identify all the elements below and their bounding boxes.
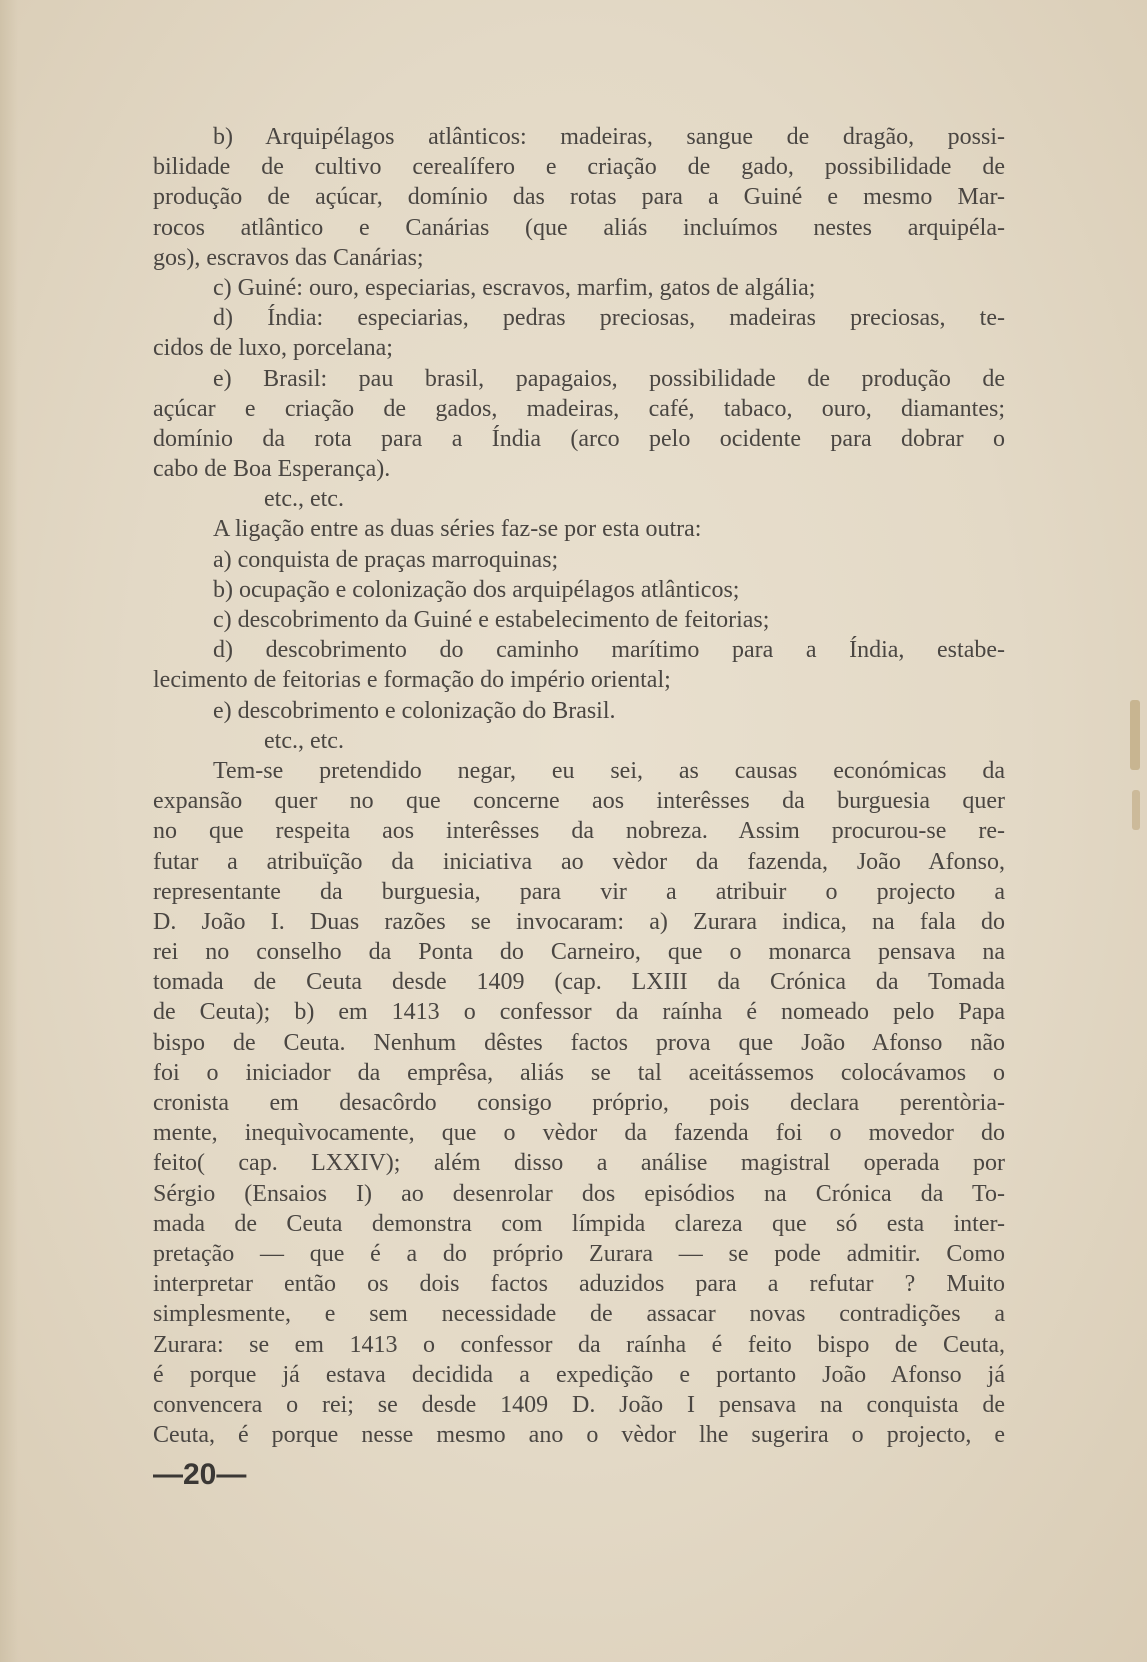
text-line: futar a atribuïção da iniciativa ao vèdor da fazenda, João Afonso, [153,848,1005,875]
text-line: expansão quer no que concerne aos interêsses da burguesia quer [153,788,1005,815]
text-line: c) descobrimento da Guiné e estabelecimento de feitorias; [213,607,770,633]
text-line: etc., etc. [264,727,344,754]
text-line: simplesmente, e sem necessidade de assacar novas contradições a [153,1301,1005,1328]
text-line: bispo de Ceuta. Nenhum dêstes factos prova que João Afonso não [153,1029,1005,1056]
text-line: tomada de Ceuta desde 1409 (cap. LXIII da Crónica da Tomada [153,969,1005,996]
page-edge-shadow [0,0,18,1662]
text-line: e) descobrimento e colonização do Brasil. [213,697,616,724]
text-line: açúcar e criação de gados, madeiras, café, tabaco, ouro, diamantes; [153,395,1005,422]
text-line: cidos de luxo, porcelana; [153,335,393,362]
text-line: lecimento de feitorias e formação do império oriental; [153,667,671,694]
text-line: cabo de Boa Esperança). [153,456,391,483]
text-line: b) ocupação e colonização dos arquipélagos atlânticos; [213,576,740,603]
text-line: produção de açúcar, domínio das rotas para a Guiné e mesmo Mar- [153,184,1005,211]
text-line: Zurara: se em 1413 o confessor da raínha é feito bispo de Ceuta, [153,1331,1005,1358]
text-line: no que respeita aos interêsses da nobreza. Assim procurou-se re- [153,818,1005,845]
text-line: e) Brasil: pau brasil, papagaios, possibilidade de produção de [213,365,1005,392]
text-line: mente, inequìvocamente, que o vèdor da fazenda foi o movedor do [153,1120,1005,1147]
text-line: pretação — que é a do próprio Zurara — se pode admitir. Como [153,1240,1005,1267]
text-line: Sérgio (Ensaios I) ao desenrolar dos episódios na Crónica da To- [153,1180,1005,1207]
text-line: cronista em desacôrdo consigo próprio, pois declara perentòria- [153,1090,1005,1116]
text-line: representante da burguesia, para vir a atribuir o projecto a [153,878,1005,905]
text-line: c) Guiné: ouro, especiarias, escravos, marfim, gatos de algália; [213,274,816,301]
text-line: d) descobrimento do caminho marítimo para a Índia, estabe- [213,637,1005,664]
text-line: domínio da rota para a Índia (arco pelo ocidente para dobrar o [153,425,1005,452]
text-line: gos), escravos das Canárias; [153,244,424,271]
text-line: b) Arquipélagos atlânticos: madeiras, sangue de dragão, possi- [213,124,1005,150]
text-line: Ceuta, é porque nesse mesmo ano o vèdor lhe sugerira o projecto, e [153,1422,1005,1449]
text-line: D. João I. Duas razões se invocaram: a) Zurara indica, na fala do [153,908,1005,935]
text-line: d) Índia: especiarias, pedras preciosas, madeiras preciosas, te- [213,305,1005,332]
text-line: mada de Ceuta demonstra com límpida clareza que só esta inter- [153,1210,1005,1237]
text-line: é porque já estava decidida a expedição e portanto João Afonso já [153,1361,1005,1388]
text-line: rocos atlântico e Canárias (que aliás incluímos nestes arquipéla- [153,214,1005,241]
text-line: bilidade de cultivo cerealífero e criação de gado, possibilidade de [153,154,1005,181]
text-line: feito( cap. LXXIV); além disso a análise magistral operada por [153,1150,1005,1177]
paper-stain [1132,790,1140,830]
body-text [153,122,1005,1450]
text-line: etc., etc. [264,486,344,513]
text-line: foi o iniciador da emprêsa, aliás se tal aceitássemos colocávamos o [153,1059,1005,1086]
page-number: —20— [153,1458,247,1491]
text-line: Tem-se pretendido negar, eu sei, as causas económicas da [213,757,1005,784]
text-line: convencera o rei; se desde 1409 D. João I pensava na conquista de [153,1391,1005,1418]
paper-stain [1130,700,1140,770]
text-line: a) conquista de praças marroquinas; [213,546,559,573]
text-line: rei no conselho da Ponta do Carneiro, que o monarca pensava na [153,939,1005,966]
text-line: interpretar então os dois factos aduzidos para a refutar ? Muito [153,1271,1005,1298]
text-line: de Ceuta); b) em 1413 o confessor da raínha é nomeado pelo Papa [153,999,1005,1026]
text-line: A ligação entre as duas séries faz-se por esta outra: [213,516,702,543]
